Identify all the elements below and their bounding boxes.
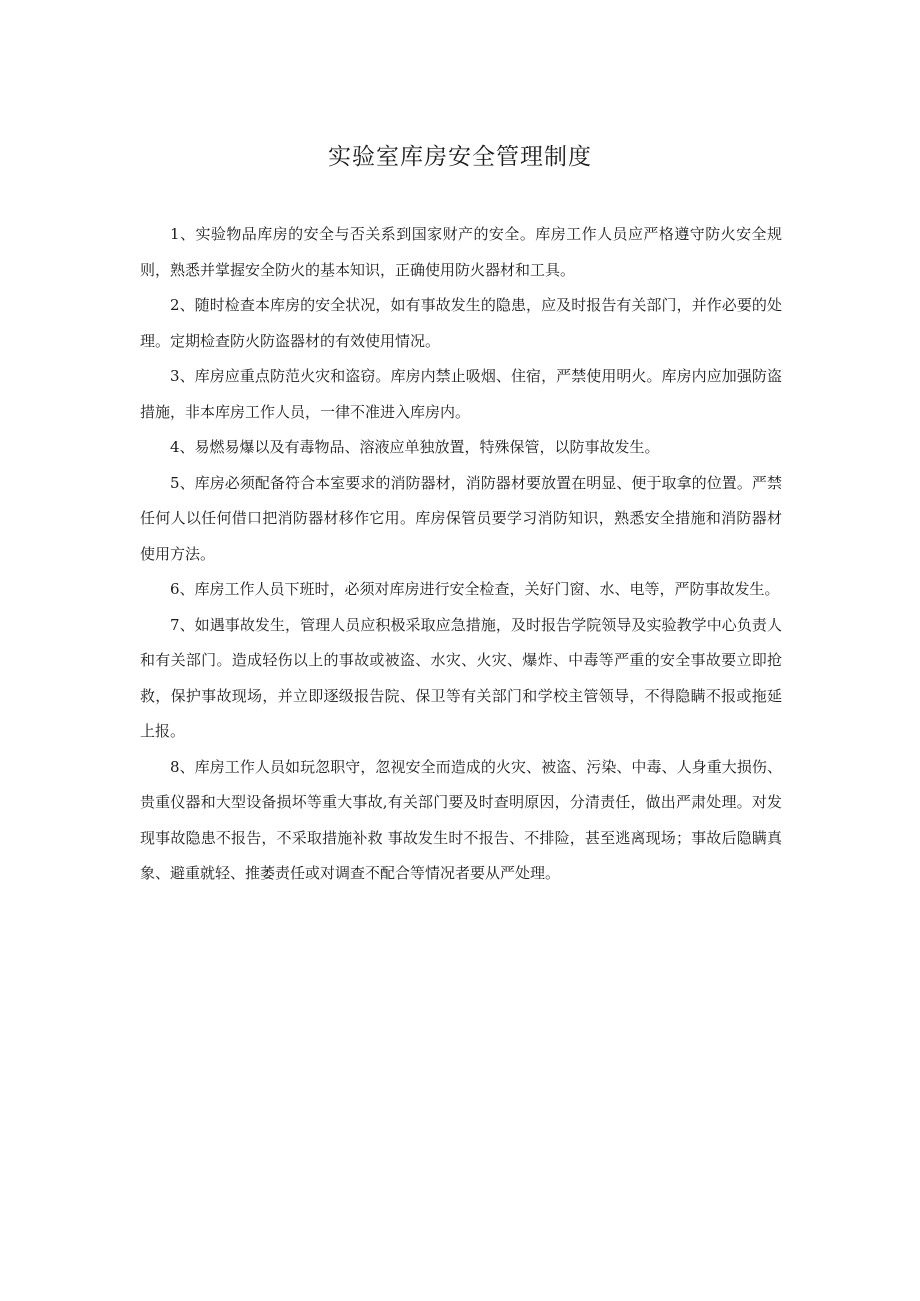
clause-2: 2、随时检查本库房的安全状况，如有事故发生的隐患，应及时报告有关部门，并作必要的处理。定期检查防火防盗器材的有效使用情况。 [140, 296, 782, 350]
clause-1: 1、实验物品库房的安全与否关系到国家财产的安全。库房工作人员应严格遵守防火安全规则，熟悉并掌握安全防火的基本知识，正确使用防火器材和工具。 [140, 225, 782, 279]
clause-7: 7、如遇事故发生，管理人员应积极采取应急措施，及时报告学院领导及实验教学中心负责人和有关部门。造成轻伤以上的事故或被盗、水灾、火灾、爆炸、中毒等严重的安全事故要立即抢救，保护事故现场，并立即逐级报告院、保卫等有关部门和学校主管领导，不得隐瞒不报或拖延上报。 [140, 615, 782, 740]
clause-4: 4、易燃易爆以及有毒物品、溶液应单独放置，特殊保管，以防事故发生。 [170, 438, 660, 456]
clause-3: 3、库房应重点防范火灾和盗窃。库房内禁止吸烟、住宿，严禁使用明火。库房内应加强防盗措施，非本库房工作人员，一律不准进入库房内。 [140, 367, 782, 421]
clause-5: 5、库房必须配备符合本室要求的消防器材，消防器材要放置在明显、便于取拿的位置。严禁任何人以任何借口把消防器材移作它用。库房保管员要学习消防知识，熟悉安全措施和消防器材使用方法。 [140, 473, 782, 563]
document-body [140, 217, 782, 892]
clause-8: 8、库房工作人员如玩忽职守，忽视安全而造成的火灾、被盗、污染、中毒、人身重大损伤、贵重仪器和大型设备损坏等重大事故,有关部门要及时查明原因，分清责任，做出严肃处理。对发现事故隐患不报告，不采取措施补救 事故发生时不报告、不排险，甚至逃离现场；事故后隐瞒真象、避重就轻、推萎责任或对调查不配合等情况者要从严处理。 [140, 757, 782, 882]
document-title: 实验室库房安全管理制度 [328, 144, 592, 170]
clause-6: 6、库房工作人员下班时，必须对库房进行安全检查，关好门窗、水、电等，严防事故发生。 [170, 580, 780, 598]
